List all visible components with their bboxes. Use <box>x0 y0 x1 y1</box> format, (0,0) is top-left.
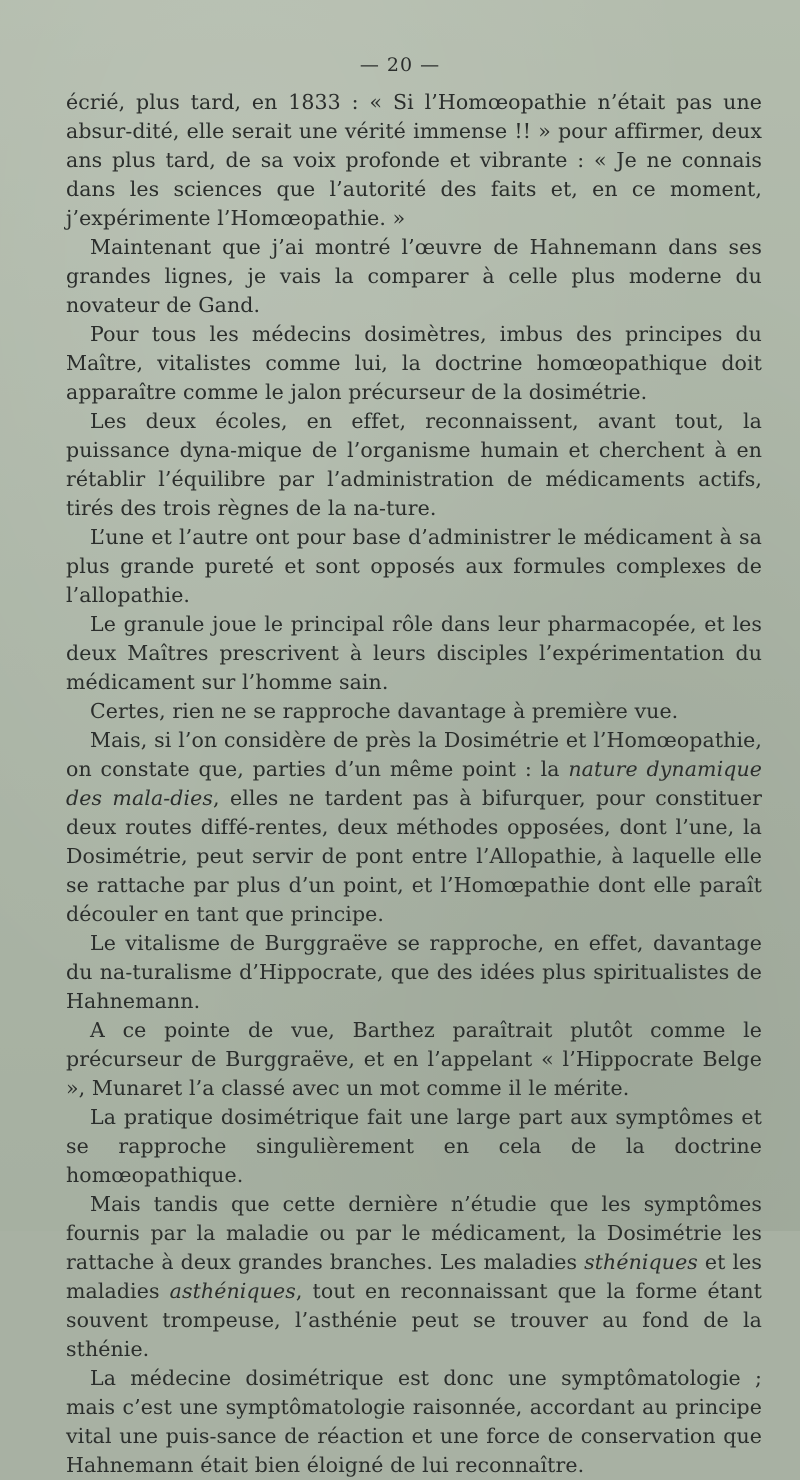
paragraph-p4 <box>66 523 762 610</box>
paragraph-p6 <box>66 697 762 726</box>
paragraph-p7 <box>66 726 762 929</box>
paragraph-p5 <box>66 610 762 697</box>
text-run: Maintenant que j’ai montré l’œuvre de Hahnemann dans ses grandes lignes, je vais la comparer à celle plus moderne du novateur de Gand. <box>66 235 762 317</box>
text-run: Pour tous les médecins dosimètres, imbus des principes du Maître, vitalistes comme lui, la doctrine homœopathique doit apparaître comme le jalon précurseur de la dosimétrie. <box>66 322 762 404</box>
text-run: Certes, rien ne se rapproche davantage à première vue. <box>90 699 679 723</box>
text-run: Les deux écoles, en effet, reconnaissent, avant tout, la puissance dyna-mique de l’organisme humain et cherchent à en rétablir l’équilibre par l’administration de médicaments actifs, tirés des trois règnes de la na-ture. <box>66 409 762 520</box>
paragraph-p12 <box>66 1364 762 1480</box>
text-run: L’une et l’autre ont pour base d’administrer le médicament à sa plus grande pureté et sont opposés aux formules complexes de l’allopathie. <box>66 525 762 607</box>
text-run: Mais, si l’on considère de près la Dosimétrie et l’Homœopathie, on constate que, parties d’un même point : la <box>66 728 762 781</box>
text-run: La pratique dosimétrique fait une large part aux symptômes et se rapproche singulièrement en cela de la doctrine homœopathique. <box>66 1105 762 1187</box>
text-run: écrié, plus tard, en 1833 : « Si l’Homœopathie n’était pas une absur-dité, elle serait une vérité immense !! » pour affirmer, deux ans plus tard, de sa voix profonde et vibrante : « Je ne connais dans les sciences que l’autorité des faits et, en ce moment, j’expérimente l’Homœopathie. » <box>66 90 762 230</box>
paragraph-p9 <box>66 1016 762 1103</box>
paragraph-p1 <box>66 233 762 320</box>
paragraph-p11 <box>66 1190 762 1364</box>
page-number: — 20 — <box>359 54 441 76</box>
text-run: Le granule joue le principal rôle dans leur pharmacopée, et les deux Maîtres prescrivent à leurs disciples l’expérimentation du médicament sur l’homme sain. <box>66 612 762 694</box>
text-run: Mais tandis que cette dernière n’étudie que les symptômes fournis par la maladie ou par le médicament, la Dosimétrie les rattache à deux grandes branches. Les maladies <box>66 1192 762 1274</box>
body-text <box>66 88 762 1480</box>
text-run: A ce pointe de vue, Barthez paraîtrait plutôt comme le précurseur de Burggraëve, et en l’appelant « l’Hippocrate Belge », Munaret l’a classé avec un mot comme il le mérite. <box>66 1018 762 1100</box>
paragraph-p2 <box>66 320 762 407</box>
text-run: La médecine dosimétrique est donc une symptômatologie ; mais c’est une symptômatologie raisonnée, accordant au principe vital une puis-sance de réaction et une force de conservation que Hahnemann était bien éloigné de lui reconnaître. <box>66 1366 762 1477</box>
paragraph-p3 <box>66 407 762 523</box>
text-run: et les maladies <box>66 1250 763 1303</box>
paragraph-p8 <box>66 929 762 1016</box>
italic-text: sthéniques <box>584 1250 698 1274</box>
italic-text: nature dynamique des mala-dies <box>66 757 762 810</box>
italic-text: asthéniques <box>169 1279 296 1303</box>
paragraph-p10 <box>66 1103 762 1190</box>
text-run: , elles ne tardent pas à bifurquer, pour constituer deux routes diffé-rentes, deux méthodes opposées, dont l’une, la Dosimétrie, peut servir de pont entre l’Allopathie, à laquelle elle se rattache par plus d’un point, et l’Homœpathie dont elle paraît découler en tant que principe. <box>66 786 762 926</box>
paragraph-p0 <box>66 88 762 233</box>
text-run: Le vitalisme de Burggraëve se rapproche, en effet, davantage du na-turalisme d’Hippocrate, que des idées plus spiritualistes de Hahnemann. <box>66 931 762 1013</box>
text-run: , tout en reconnaissant que la forme étant souvent trompeuse, l’asthénie peut se trouver au fond de la sthénie. <box>66 1279 762 1361</box>
